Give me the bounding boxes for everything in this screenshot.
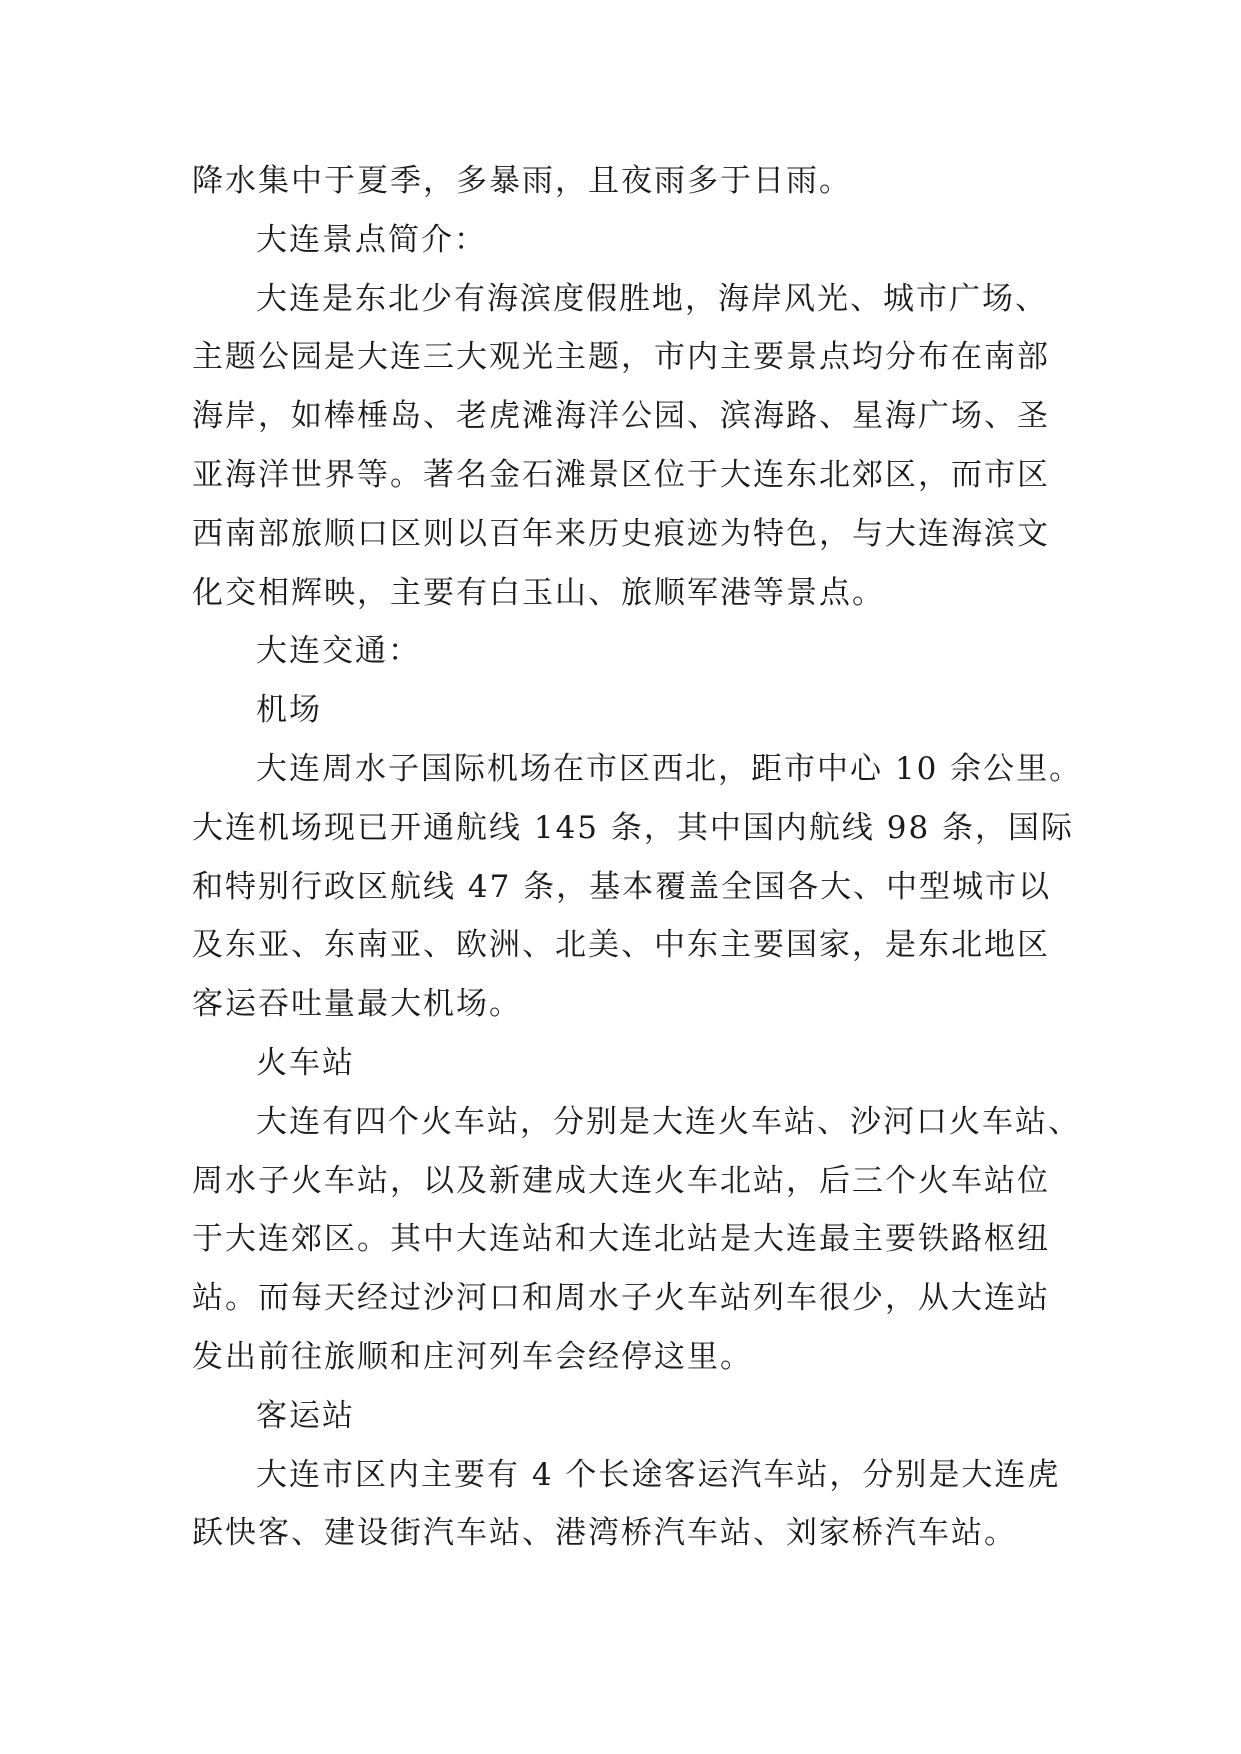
text-line: 海岸，如棒棰岛、老虎滩海洋公园、滨海路、星海广场、圣 [192, 398, 1050, 435]
text-line: 和特别行政区航线 47 条，基本覆盖全国各大、中型城市以 [192, 868, 1052, 905]
body-text [192, 152, 1083, 1563]
text-line: 客运吞吐量最大机场。 [192, 986, 522, 1023]
text-line: 周水子火车站，以及新建成大连火车北站，后三个火车站位 [192, 1162, 1050, 1199]
subheading-bus-station: 客运站 [256, 1397, 355, 1434]
text-line: 大连有四个火车站，分别是大连火车站、沙河口火车站、 [256, 1103, 1081, 1140]
text-line: 跃快客、建设街汽车站、港湾桥汽车站、刘家桥汽车站。 [192, 1515, 1017, 1552]
text-line: 大连机场现已开通航线 145 条，其中国内航线 98 条，国际 [192, 809, 1075, 846]
section-heading-transport: 大连交通： [256, 633, 421, 670]
text-line: 亚海洋世界等。著名金石滩景区位于大连东北郊区，而市区 [192, 456, 1050, 493]
text-line: 大连周水子国际机场在市区西北，距市中心 10 余公里。 [256, 750, 1083, 787]
text-line: 降水集中于夏季，多暴雨，且夜雨多于日雨。 [192, 163, 852, 199]
text-line: 于大连郊区。其中大连站和大连北站是大连最主要铁路枢纽 [192, 1221, 1050, 1258]
text-line: 西南部旅顺口区则以百年来历史痕迹为特色，与大连海滨文 [192, 515, 1050, 552]
text-line: 站。而每天经过沙河口和周水子火车站列车很少，从大连站 [192, 1280, 1050, 1317]
section-heading-attractions: 大连景点简介： [256, 221, 487, 258]
text-line: 大连市区内主要有 4 个长途客运汽车站，分别是大连虎 [256, 1456, 1061, 1493]
text-line: 及东亚、东南亚、欧洲、北美、中东主要国家，是东北地区 [192, 927, 1050, 964]
text-line: 化交相辉映，主要有白玉山、旅顺军港等景点。 [192, 574, 885, 611]
subheading-airport: 机场 [256, 692, 322, 729]
subheading-train-station: 火车站 [256, 1044, 355, 1081]
text-line: 发出前往旅顺和庄河列车会经停这里。 [192, 1338, 753, 1375]
text-line: 主题公园是大连三大观光主题，市内主要景点均分布在南部 [192, 339, 1050, 376]
text-line: 大连是东北少有海滨度假胜地，海岸风光、城市广场、 [256, 280, 1048, 317]
